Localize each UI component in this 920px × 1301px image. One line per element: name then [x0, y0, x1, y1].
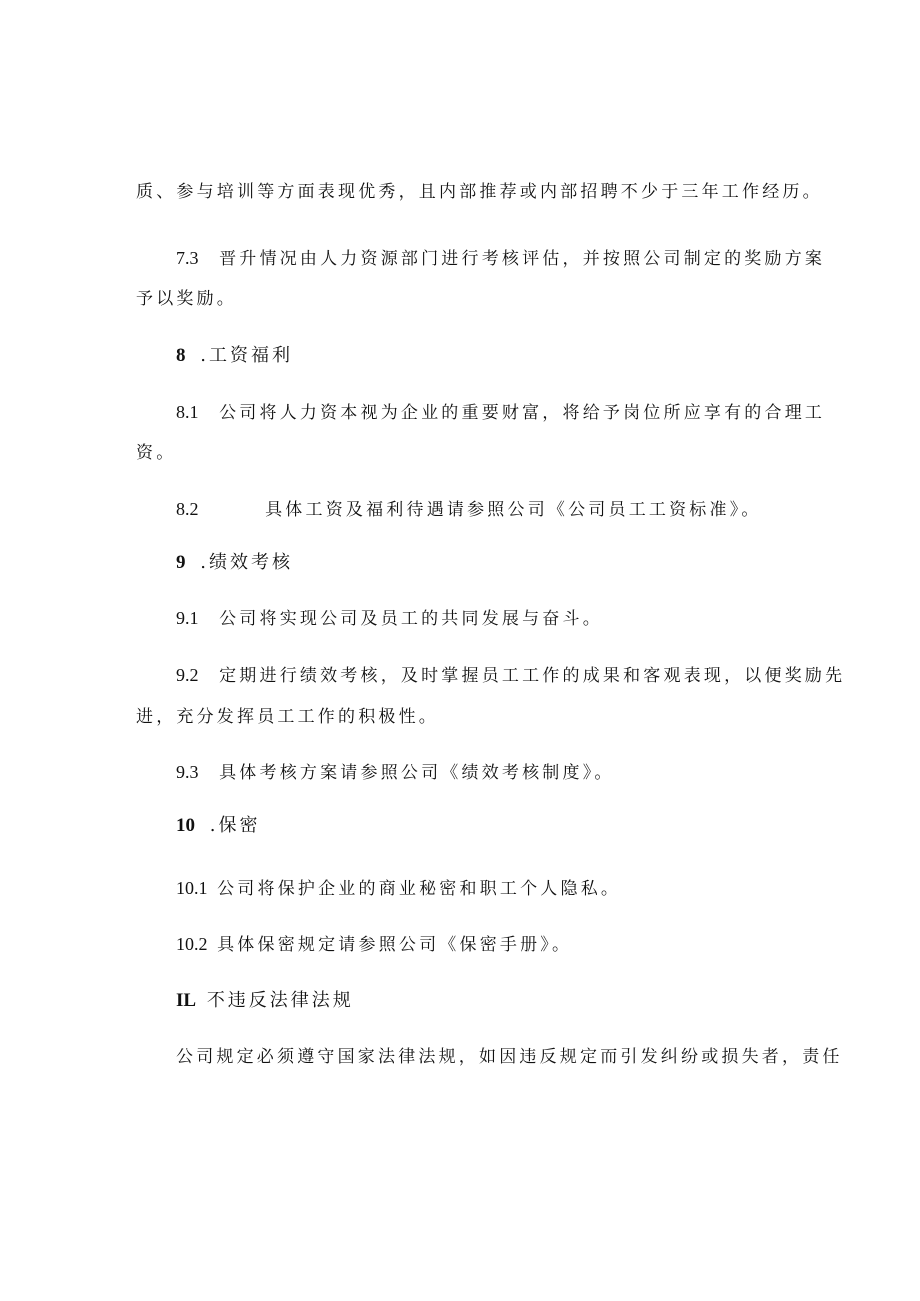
- paragraph-8-1-text: 公司将人力资本视为企业的重要财富，将给予岗位所应享有的合理工: [219, 403, 826, 423]
- paragraph-8-1-line-2: 资。: [136, 443, 177, 463]
- section-title-9: .绩效考核: [200, 552, 293, 573]
- clause-number-8-1: 8.1: [176, 402, 199, 422]
- section-number-10: 10: [176, 815, 195, 836]
- section-title-11: 不违反法律法规: [206, 990, 354, 1011]
- paragraph-9-3-text: 具体考核方案请参照公司《绩效考核制度》。: [219, 763, 615, 783]
- clause-number-10-2: 10.2: [176, 934, 208, 954]
- paragraph-9-2-line-2: 进，充分发挥员工工作的积极性。: [136, 707, 439, 727]
- paragraph-8-2-text: 具体工资及福利待遇请参照公司《公司员工工资标准》。: [265, 500, 762, 520]
- section-heading-10: [176, 814, 260, 838]
- clause-number-9-2: 9.2: [176, 665, 199, 685]
- paragraph-7-3-line-1: [176, 246, 825, 271]
- clause-number-7-3: 7.3: [176, 248, 199, 268]
- section-title-10: .保密: [209, 815, 261, 836]
- section-heading-8: [176, 344, 293, 368]
- section-heading-11: [176, 989, 354, 1013]
- section-number-9: 9: [176, 552, 186, 573]
- clause-number-10-1: 10.1: [176, 878, 208, 898]
- paragraph-8-2: [176, 497, 762, 522]
- section-title-8: .工资福利: [200, 345, 293, 366]
- paragraph-7-2-continuation: 质、参与培训等方面表现优秀，且内部推荐或内部招聘不少于三年工作经历。: [136, 182, 823, 202]
- paragraph-10-2-text: 具体保密规定请参照公司《保密手册》。: [217, 935, 573, 955]
- section-number-11: IL: [176, 990, 197, 1011]
- clause-number-9-3: 9.3: [176, 762, 199, 782]
- paragraph-10-1-text: 公司将保护企业的商业秘密和职工个人隐私。: [217, 879, 622, 899]
- clause-number-9-1: 9.1: [176, 608, 199, 628]
- paragraph-9-3: [176, 760, 615, 785]
- paragraph-9-2-line-1: [176, 663, 845, 688]
- section-number-8: 8: [176, 345, 186, 366]
- paragraph-9-1-text: 公司将实现公司及员工的共同发展与奋斗。: [219, 609, 603, 629]
- paragraph-11-line-1: 公司规定必须遵守国家法律法规，如因违反规定而引发纠纷或损失者，责任: [176, 1047, 843, 1067]
- section-heading-9: [176, 551, 293, 575]
- paragraph-9-1: [176, 606, 603, 631]
- paragraph-8-1-line-1: [176, 400, 825, 425]
- paragraph-7-3-line-2: 予以奖励。: [136, 289, 237, 309]
- paragraph-7-3-text: 晋升情况由人力资源部门进行考核评估，并按照公司制定的奖励方案: [219, 249, 826, 269]
- paragraph-10-2: [176, 932, 572, 957]
- clause-number-8-2: 8.2: [176, 499, 199, 519]
- paragraph-9-2-text: 定期进行绩效考核，及时掌握员工工作的成果和客观表现，以便奖励先: [219, 666, 846, 686]
- paragraph-10-1: [176, 876, 621, 901]
